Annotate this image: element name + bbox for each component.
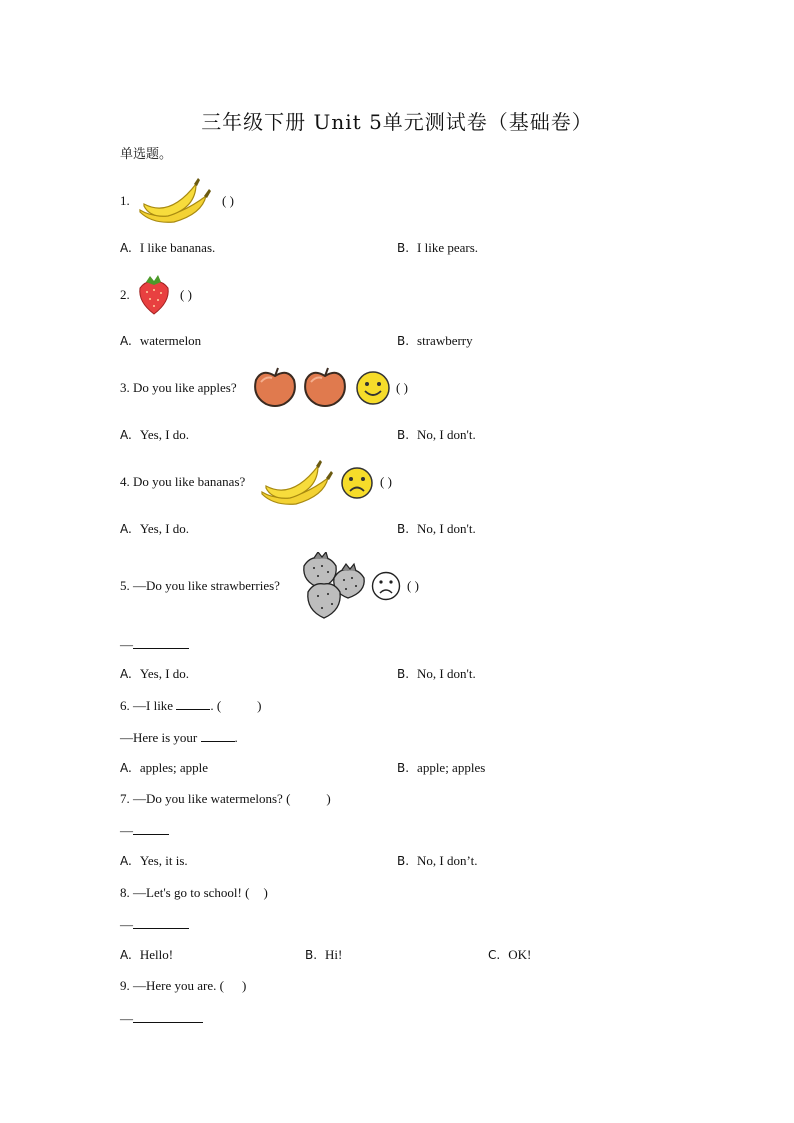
option-letter: B. xyxy=(397,241,410,255)
question-4-text xyxy=(120,474,245,490)
question-6-line-2 xyxy=(120,729,238,746)
question-number: 9. xyxy=(120,978,130,993)
question-6-text xyxy=(120,697,262,714)
question-4-option-a[interactable] xyxy=(120,521,189,537)
option-letter: B. xyxy=(397,761,410,775)
question-3-text xyxy=(120,380,237,396)
sad-face-icon xyxy=(371,571,401,601)
option-text: I like pears. xyxy=(417,240,479,255)
answer-blank xyxy=(201,729,235,742)
question-prompt: —Do you like strawberries? xyxy=(133,578,280,593)
question-4-answer-paren: ( ) xyxy=(380,474,392,489)
option-text: watermelon xyxy=(139,333,202,348)
bananas-icon xyxy=(136,174,214,226)
question-8-text xyxy=(120,885,268,901)
paren-close: ) xyxy=(257,698,262,713)
question-5-answer-line[interactable] xyxy=(120,636,189,653)
question-8-answer-line[interactable] xyxy=(120,916,189,933)
option-text: Hello! xyxy=(139,947,174,962)
option-text: Yes, it is. xyxy=(139,853,188,868)
option-letter: A. xyxy=(120,667,132,681)
question-5-answer-paren: ( ) xyxy=(407,578,419,593)
answer-blank xyxy=(176,697,210,710)
question-number: 7. xyxy=(120,791,130,806)
question-8-option-b[interactable] xyxy=(305,947,342,963)
bananas-icon xyxy=(258,456,336,508)
paren-close: ) xyxy=(326,791,331,806)
question-1-answer-paren: ( ) xyxy=(222,193,234,208)
option-letter: A. xyxy=(120,761,132,775)
question-3-option-a[interactable] xyxy=(120,427,189,443)
question-prompt: Do you like apples? xyxy=(133,380,237,395)
question-9-answer-line[interactable] xyxy=(120,1010,203,1027)
question-6-option-b[interactable] xyxy=(397,760,485,776)
question-number: 3. xyxy=(120,380,130,395)
option-letter: A. xyxy=(120,948,132,962)
question-5-option-a[interactable] xyxy=(120,666,189,682)
question-2-answer-paren: ( ) xyxy=(180,287,192,302)
question-7-text xyxy=(120,791,331,807)
question-1-option-b[interactable] xyxy=(397,240,478,256)
answer-dash: — xyxy=(120,917,133,932)
option-text: Yes, I do. xyxy=(139,521,190,536)
option-text: No, I don't. xyxy=(417,666,476,681)
paren-close: ) xyxy=(241,978,247,993)
option-text: apple; apples xyxy=(417,760,486,775)
option-letter: B. xyxy=(397,334,410,348)
option-letter: A. xyxy=(120,241,132,255)
option-letter: A. xyxy=(120,428,132,442)
question-7-option-b[interactable] xyxy=(397,853,477,869)
question-1-option-a[interactable] xyxy=(120,240,215,256)
question-9-text xyxy=(120,978,246,994)
option-letter: B. xyxy=(397,522,410,536)
option-letter: A. xyxy=(120,854,132,868)
option-text: No, I don't. xyxy=(417,427,476,442)
question-prompt: —I like xyxy=(133,698,174,713)
page-title: 三年级下册 Unit 5单元测试卷（基础卷） xyxy=(201,110,593,134)
option-text: No, I don’t. xyxy=(417,853,478,868)
section-heading: 单选题。 xyxy=(120,146,173,161)
option-text: I like bananas. xyxy=(139,240,216,255)
question-7-answer-line[interactable] xyxy=(120,822,169,839)
option-text: apples; apple xyxy=(139,760,209,775)
answer-blank xyxy=(133,916,189,929)
question-4-option-b[interactable] xyxy=(397,521,476,537)
question-prompt: —Here you are. ( xyxy=(133,978,224,993)
question-number: 6. xyxy=(120,698,130,713)
question-2-number: 2. xyxy=(120,287,130,302)
answer-dash: — xyxy=(120,1011,133,1026)
option-letter: A. xyxy=(120,334,132,348)
option-text: strawberry xyxy=(417,333,473,348)
strawberries-icon xyxy=(300,552,370,620)
line-text: —Here is your xyxy=(120,730,198,745)
option-text: No, I don't. xyxy=(417,521,476,536)
question-1-number: 1. xyxy=(120,193,130,208)
answer-blank xyxy=(133,822,169,835)
option-text: Yes, I do. xyxy=(139,427,190,442)
option-letter: A. xyxy=(120,522,132,536)
question-3-option-b[interactable] xyxy=(397,427,476,443)
option-text: Yes, I do. xyxy=(139,666,190,681)
question-prompt: —Do you like watermelons? ( xyxy=(133,791,291,806)
question-3-answer-paren: ( ) xyxy=(396,380,408,395)
question-8-option-c[interactable] xyxy=(488,947,531,963)
option-text: OK! xyxy=(508,947,532,962)
option-letter: B. xyxy=(305,948,318,962)
question-5-text xyxy=(120,578,280,594)
question-prompt: Do you like bananas? xyxy=(133,474,246,489)
question-prompt-end: . ( xyxy=(210,698,222,713)
answer-dash: — xyxy=(120,637,133,652)
question-number: 8. xyxy=(120,885,130,900)
question-prompt: —Let's go to school! ( xyxy=(133,885,250,900)
line-end: . xyxy=(234,730,238,745)
option-text: Hi! xyxy=(325,947,343,962)
option-letter: C. xyxy=(488,948,501,962)
option-letter: B. xyxy=(397,428,410,442)
question-8-option-a[interactable] xyxy=(120,947,173,963)
happy-face-icon xyxy=(355,370,391,406)
option-letter: B. xyxy=(397,854,410,868)
strawberry-icon xyxy=(136,272,172,316)
question-5-option-b[interactable] xyxy=(397,666,476,682)
answer-blank xyxy=(133,1010,203,1023)
question-2-option-b[interactable] xyxy=(397,333,473,349)
apple-icon xyxy=(302,366,348,408)
question-6-option-a[interactable] xyxy=(120,760,208,776)
sad-face-icon xyxy=(340,466,374,500)
answer-blank xyxy=(133,636,189,649)
option-letter: B. xyxy=(397,667,410,681)
answer-dash: — xyxy=(120,823,133,838)
question-number: 4. xyxy=(120,474,130,489)
paren-close: ) xyxy=(263,885,268,900)
apple-icon xyxy=(252,366,298,408)
question-number: 5. xyxy=(120,578,130,593)
question-7-option-a[interactable] xyxy=(120,853,188,869)
question-2-option-a[interactable] xyxy=(120,333,201,349)
